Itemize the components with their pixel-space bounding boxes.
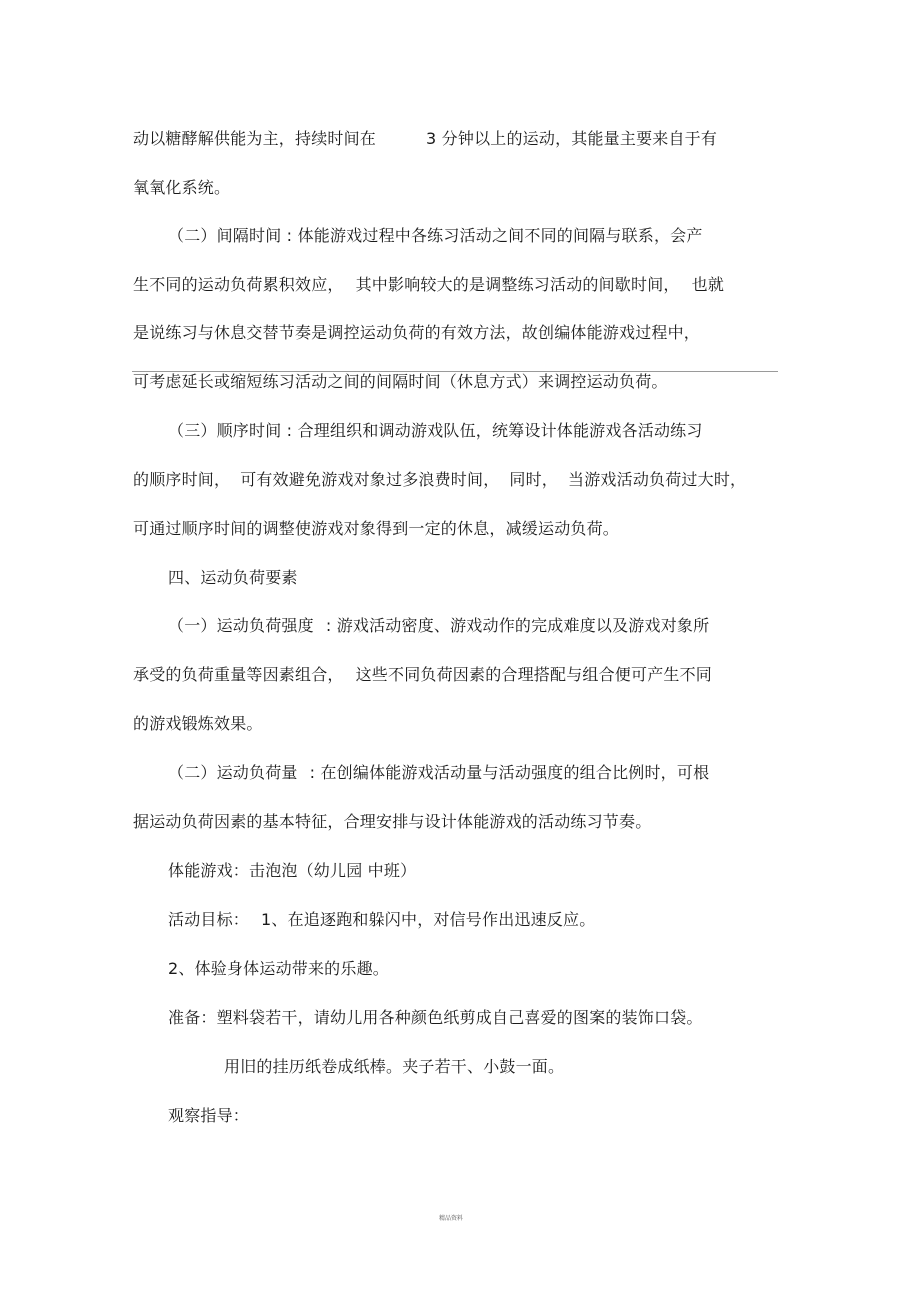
- activity-goal-line: [168, 909, 595, 931]
- text-line-5: [133, 322, 700, 344]
- text-line-7: [168, 420, 703, 442]
- line-7-part-a: （三）顺序时间 : 合理组织和调动游戏队伍，统筹设计体能游戏各活动练习: [168, 421, 703, 440]
- line-4-part-c: 也就: [691, 275, 725, 294]
- line-11-part-b: : 游戏活动密度、游戏动作的完成难度以及游戏对象所: [325, 616, 710, 635]
- line-17-part-b: 1、在追逐跑和躲闪中，对信号作出迅速反应。: [261, 910, 596, 929]
- text-line-6: [133, 371, 668, 393]
- preparation-line-2: [224, 1056, 564, 1078]
- line-1-part-a: 动以糖酵解供能为主，持续时间在: [133, 129, 377, 148]
- line-8-part-b: 可有效避免游戏对象过多浪费时间，: [240, 470, 500, 489]
- text-line-14: [168, 762, 709, 784]
- text-line-15: [133, 811, 651, 833]
- line-4-part-a: 生不同的运动负荷累积效应，: [133, 275, 344, 294]
- text-line-4: [133, 274, 724, 296]
- text-line-3: [168, 225, 703, 247]
- line-10-part-a: 四、运动负荷要素: [168, 568, 298, 587]
- line-9-part-a: 可通过顺序时间的调整使游戏对象得到一定的休息，减缓运动负荷。: [133, 519, 620, 538]
- line-16-part-a: 体能游戏：击泡泡（幼儿园 中班）: [168, 861, 417, 880]
- line-14-part-b: : 在创编体能游戏活动量与活动强度的组合比例时，可根: [309, 763, 710, 782]
- game-title-line: [168, 860, 416, 882]
- line-17-part-a: 活动目标：: [168, 910, 250, 929]
- line-5-part-a: 是说练习与休息交替节奏是调控运动负荷的有效方法，故创编体能游戏过程中，: [133, 323, 701, 342]
- line-14-part-a: （二）运动负荷量: [168, 763, 298, 782]
- text-line-8: [133, 469, 746, 491]
- line-20-part-a: 用旧的挂历纸卷成纸棒。夹子若干、小鼓一面。: [224, 1057, 565, 1076]
- text-line-12: [133, 664, 712, 686]
- line-8-part-c: 同时，: [509, 470, 559, 489]
- activity-goal-line-2: [168, 958, 389, 980]
- line-15-part-a: 据运动负荷因素的基本特征，合理安排与设计体能游戏的活动练习节奏。: [133, 812, 652, 831]
- line-19-part-a: 准备：塑料袋若干，请幼儿用各种颜色纸剪成自己喜爱的图案的装饰口袋。: [168, 1008, 703, 1027]
- line-11-part-a: （一）运动负荷强度: [168, 616, 314, 635]
- line-18-part-a: 2、体验身体运动带来的乐趣。: [168, 959, 389, 978]
- line-8-part-d: 当游戏活动负荷过大时，: [568, 470, 747, 489]
- line-1-part-b: 3 分钟以上的运动，其能量主要来自于有: [426, 129, 718, 148]
- page-footer: 精品资料: [439, 1215, 464, 1222]
- text-line-2: [133, 177, 230, 199]
- observation-guide-line: [168, 1105, 249, 1127]
- line-4-part-b: 其中影响较大的是调整练习活动的间歇时间，: [355, 275, 680, 294]
- line-13-part-a: 的游戏锻炼效果。: [133, 714, 263, 733]
- line-2-part-a: 氧氧化系统。: [133, 178, 231, 197]
- text-line-13: [133, 713, 263, 735]
- line-21-part-a: 观察指导：: [168, 1106, 250, 1125]
- line-12-part-b: 这些不同负荷因素的合理搭配与组合便可产生不同: [355, 665, 713, 684]
- preparation-line: [168, 1007, 703, 1029]
- text-line-1: [133, 128, 717, 150]
- text-line-11: [168, 615, 709, 637]
- line-3-part-a: （二）间隔时间 : 体能游戏过程中各练习活动之间不同的间隔与联系，会产: [168, 226, 703, 245]
- line-8-part-a: 的顺序时间，: [133, 470, 231, 489]
- line-6-part-a: 可考虑延长或缩短练习活动之间的间隔时间（休息方式）来调控运动负荷。: [133, 372, 668, 391]
- text-line-9: [133, 518, 619, 540]
- line-12-part-a: 承受的负荷重量等因素组合，: [133, 665, 344, 684]
- section-heading-four: [168, 567, 298, 589]
